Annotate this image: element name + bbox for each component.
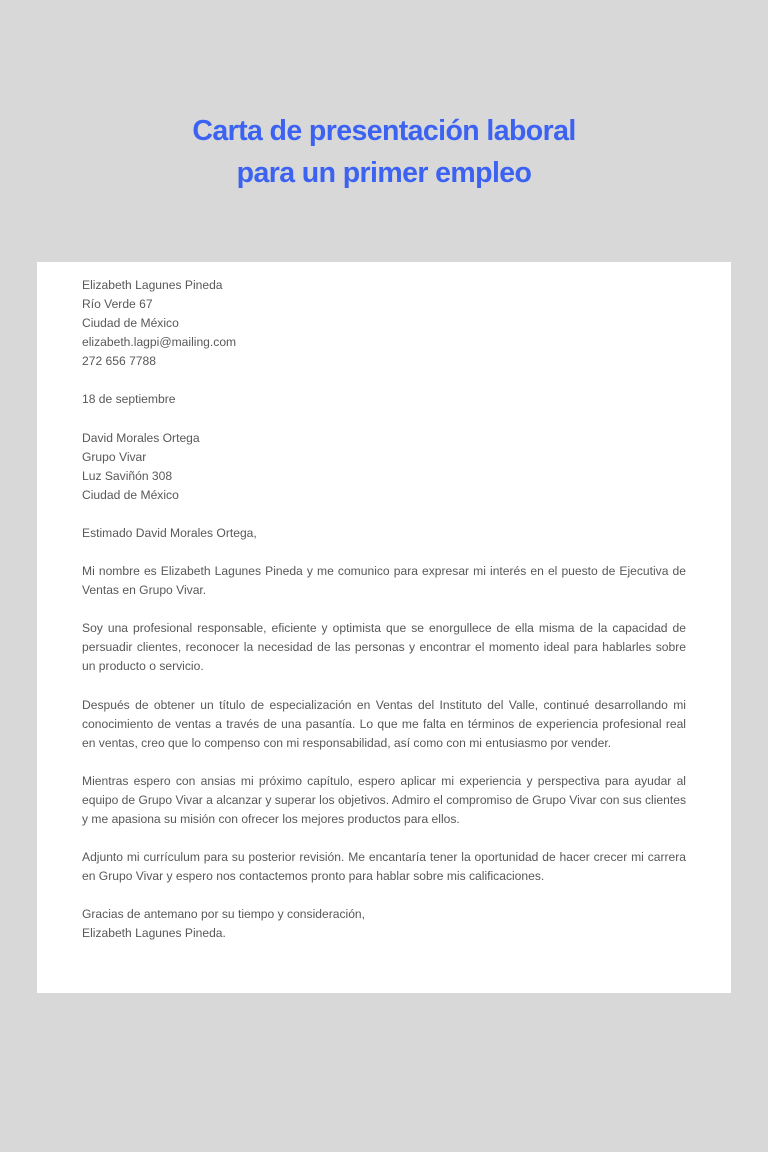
closing-thanks: Gracias de antemano por su tiempo y consideración,: [82, 907, 366, 922]
letter-closing: [82, 905, 686, 943]
spacer-after-sender: [82, 371, 686, 390]
page-title: [0, 110, 768, 194]
letter-paragraph-1: Mi nombre es Elizabeth Lagunes Pineda y me comunico para expresar mi interés en el puesto de Ejecutiva de Ventas en Grupo Vivar.: [82, 564, 686, 598]
letter-paragraph-4: Mientras espero con ansias mi próximo capítulo, espero aplicar mi experiencia y perspectiva para ayudar al equipo de Grupo Vivar a alcanzar y superar los objetivos. Admiro el compromiso de Grupo Vivar con sus clientes y me apasiona su misión con ofrecer los mejores productos para ellos.: [82, 773, 686, 826]
letter-paragraph-3: Después de obtener un título de especialización en Ventas del Instituto del Valle, continué desarrollando mi conocimiento de ventas a través de una pasantía. Lo que me falta en términos de experiencia profesional real en ventas, creo que lo compenso con mi responsabilidad, así como con mi entusiasmo por vender.: [82, 697, 686, 750]
sender-phone: 272 656 7788: [82, 354, 156, 369]
paragraph-gap-1: [82, 600, 686, 619]
page-title-line-2: para un primer empleo: [236, 157, 532, 189]
closing-signature: Elizabeth Lagunes Pineda.: [82, 926, 226, 941]
spacer-after-salutation: [82, 543, 686, 562]
sender-city: Ciudad de México: [82, 316, 179, 331]
sender-email: elizabeth.lagpi@mailing.com: [82, 335, 237, 350]
sender-address-block: [82, 276, 686, 371]
sender-name: Elizabeth Lagunes Pineda: [82, 278, 223, 292]
paragraph-gap-2: [82, 677, 686, 696]
letter-paragraph-2: Soy una profesional responsable, eficiente y optimista que se enorgullece de ella misma de la capacidad de persuadir clientes, reconocer la necesidad de las personas y encontrar el momento ideal para hablarles sobre un producto o servicio.: [82, 621, 686, 674]
letter-paragraph-5: Adjunto mi currículum para su posterior revisión. Me encantaría tener la oportunidad de hacer crecer mi carrera en Grupo Vivar y espero nos contactemos pronto para hablar sobre mis calificaciones.: [82, 850, 686, 884]
salutation: Estimado David Morales Ortega,: [82, 525, 257, 540]
letter-date: [82, 390, 686, 409]
recipient-name: David Morales Ortega: [82, 430, 200, 445]
letter-date-value: 18 de septiembre: [82, 392, 176, 407]
recipient-street: Luz Saviñón 308: [82, 468, 173, 483]
recipient-company: Grupo Vivar: [82, 449, 147, 464]
page-title-line-1: Carta de presentación laboral: [192, 115, 576, 147]
paragraph-gap-4: [82, 829, 686, 848]
paragraph-gap-3: [82, 753, 686, 772]
letter-body: [82, 276, 686, 943]
paragraph-gap-5: [82, 886, 686, 905]
recipient-address-block: [82, 429, 686, 505]
recipient-city: Ciudad de México: [82, 487, 179, 502]
spacer-after-date: [82, 410, 686, 429]
sender-street: Río Verde 67: [82, 297, 153, 312]
spacer-after-recipient: [82, 505, 686, 524]
letter-card: [37, 262, 731, 993]
